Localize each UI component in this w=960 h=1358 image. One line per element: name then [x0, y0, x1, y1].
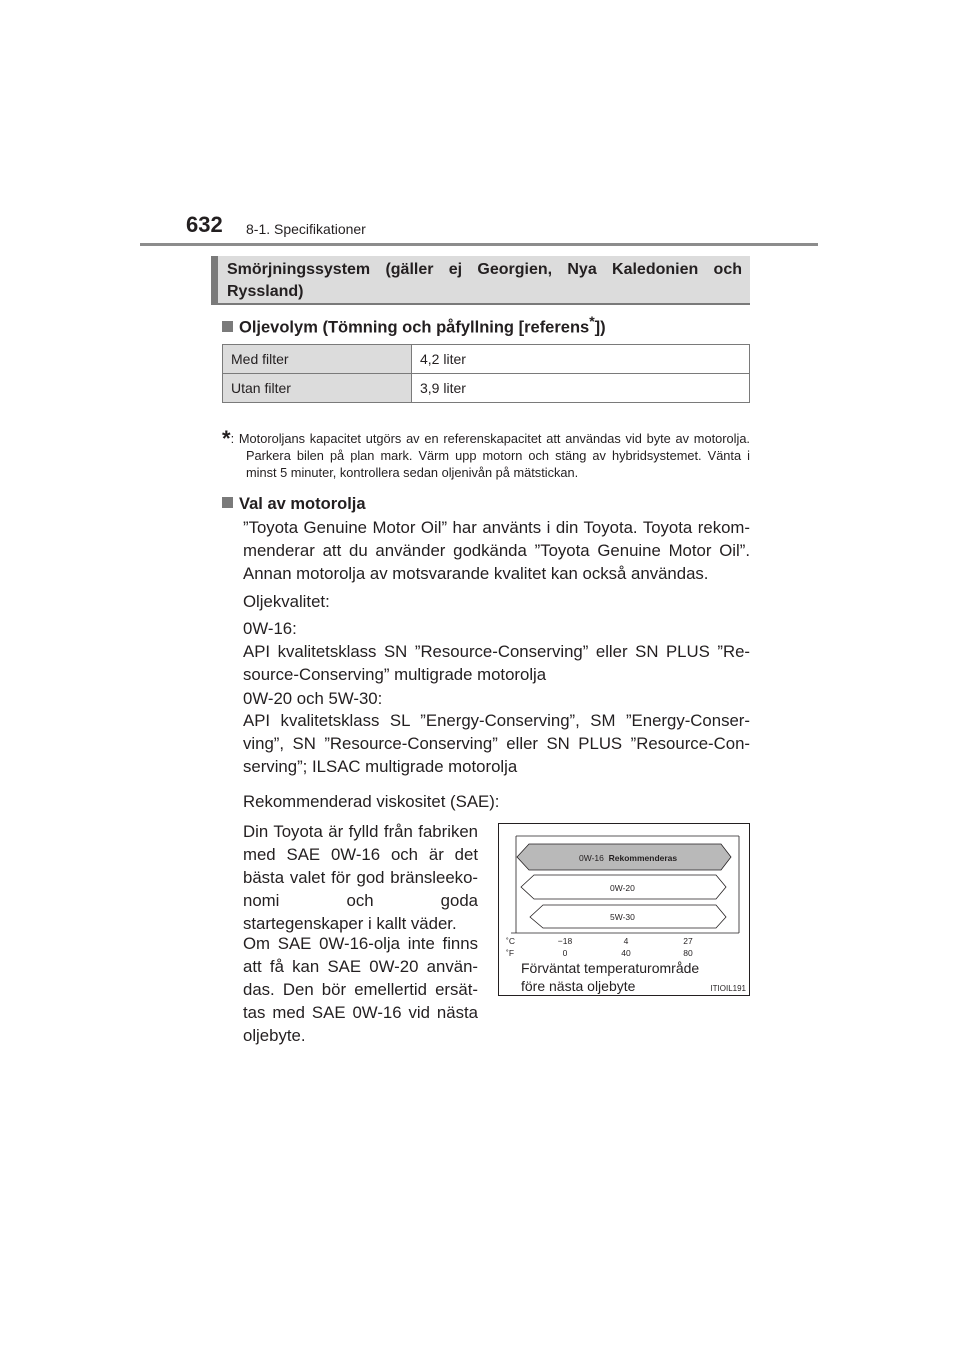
- reference-asterisk: *: [589, 313, 595, 329]
- table-value: 4,2 liter: [412, 345, 750, 374]
- table-row: [223, 374, 750, 403]
- footnote-text: : Motoroljans kapacitet utgörs av en referenskapacitet att användas vid byte av motorolja. Parkera bilen på plan mark. Värm upp motorn och stäng av hybridsystemet. Vänta i minst 5 minuter, kontrollera sedan oljenivån på mätstickan.: [230, 431, 750, 480]
- oil-volume-table: [222, 344, 750, 403]
- recommended-note: Rekommenderas: [608, 853, 678, 863]
- celsius-tick: −18: [557, 936, 573, 946]
- alternative-oil-paragraph: Om SAE 0W-16-olja inte finns att få kan SAE 0W-20 användas. Den bör emellertid ersättas med SAE 0W-16 vid nästa oljebyte.: [243, 934, 478, 1045]
- section-reference: 8-1. Specifikationer: [246, 221, 366, 237]
- grade-label-5w30: 5W-30: [610, 912, 635, 922]
- celsius-unit: ˚C: [506, 936, 515, 946]
- grade2-name: 0W-20 och 5W-30:: [243, 689, 383, 708]
- table-row: [223, 345, 750, 374]
- quality-label: Oljekvalitet:: [243, 592, 330, 611]
- fahrenheit-unit: ˚F: [506, 948, 515, 958]
- fahrenheit-tick: 80: [683, 948, 693, 958]
- viscosity-figure: [498, 823, 750, 996]
- oil-selection-heading: [222, 495, 366, 514]
- grade2-description: API kvalitetsklass SL ”Energy-Conserving”, SM ”Energy-Conserving”, SN ”Resource-Conserving” eller SN PLUS ”Resource-Conserving”; ILSAC multigrade motorolja: [243, 711, 750, 776]
- square-bullet-icon: [222, 497, 233, 508]
- section-title: Smörjningssystem (gäller ej Georgien, Nya Kaledonien och Ryssland): [211, 256, 750, 305]
- grade-label-0w20: 0W-20: [610, 883, 635, 893]
- oil-selection-heading-text: Val av motorolja: [239, 495, 366, 513]
- intro-paragraph: ”Toyota Genuine Motor Oil” har använts i din Toyota. Toyota rekommenderar att du använder godkända ”Toyota Genuine Motor Oil”. Annan motorolja av motsvarande kvalitet kan också användas.: [243, 518, 750, 583]
- caption-line: Förväntat temperaturområde: [521, 960, 700, 976]
- figure-caption: [521, 959, 699, 995]
- oil-volume-heading-end: ]): [594, 318, 606, 337]
- grade1-name: 0W-16:: [243, 619, 297, 638]
- table-key: Med filter: [223, 345, 412, 374]
- fahrenheit-tick: 40: [621, 948, 631, 958]
- celsius-tick: 4: [623, 936, 629, 946]
- fahrenheit-tick: 0: [562, 948, 568, 958]
- square-bullet-icon: [222, 321, 233, 332]
- celsius-tick: 27: [683, 936, 693, 946]
- viscosity-label: Rekommenderad viskositet (SAE):: [243, 792, 500, 811]
- factory-fill-paragraph: Din Toyota är fylld från fabriken med SAE 0W-16 och är det bästa valet för god bränsleekonomi och goda startegenskaper i kallt väder.: [243, 822, 478, 933]
- table-value: 3,9 liter: [412, 374, 750, 403]
- figure-code: ITIOIL191: [710, 984, 746, 993]
- caption-line: före nästa oljebyte: [521, 978, 636, 994]
- table-key: Utan filter: [223, 374, 412, 403]
- grade-label-0w16: [579, 853, 677, 863]
- footnote-marker: *: [222, 426, 231, 451]
- header-rule: [140, 243, 818, 246]
- grade-name: 0W-16: [579, 853, 604, 863]
- grade1-description: API kvalitetsklass SN ”Resource-Conserving” eller SN PLUS ”Resource-Conserving” multigrade motorolja: [243, 642, 750, 684]
- footnote: [222, 426, 750, 481]
- page-number: 632: [186, 212, 223, 237]
- oil-volume-heading: [222, 313, 606, 338]
- oil-volume-heading-text: Oljevolym (Tömning och påfyllning [referens: [239, 318, 590, 337]
